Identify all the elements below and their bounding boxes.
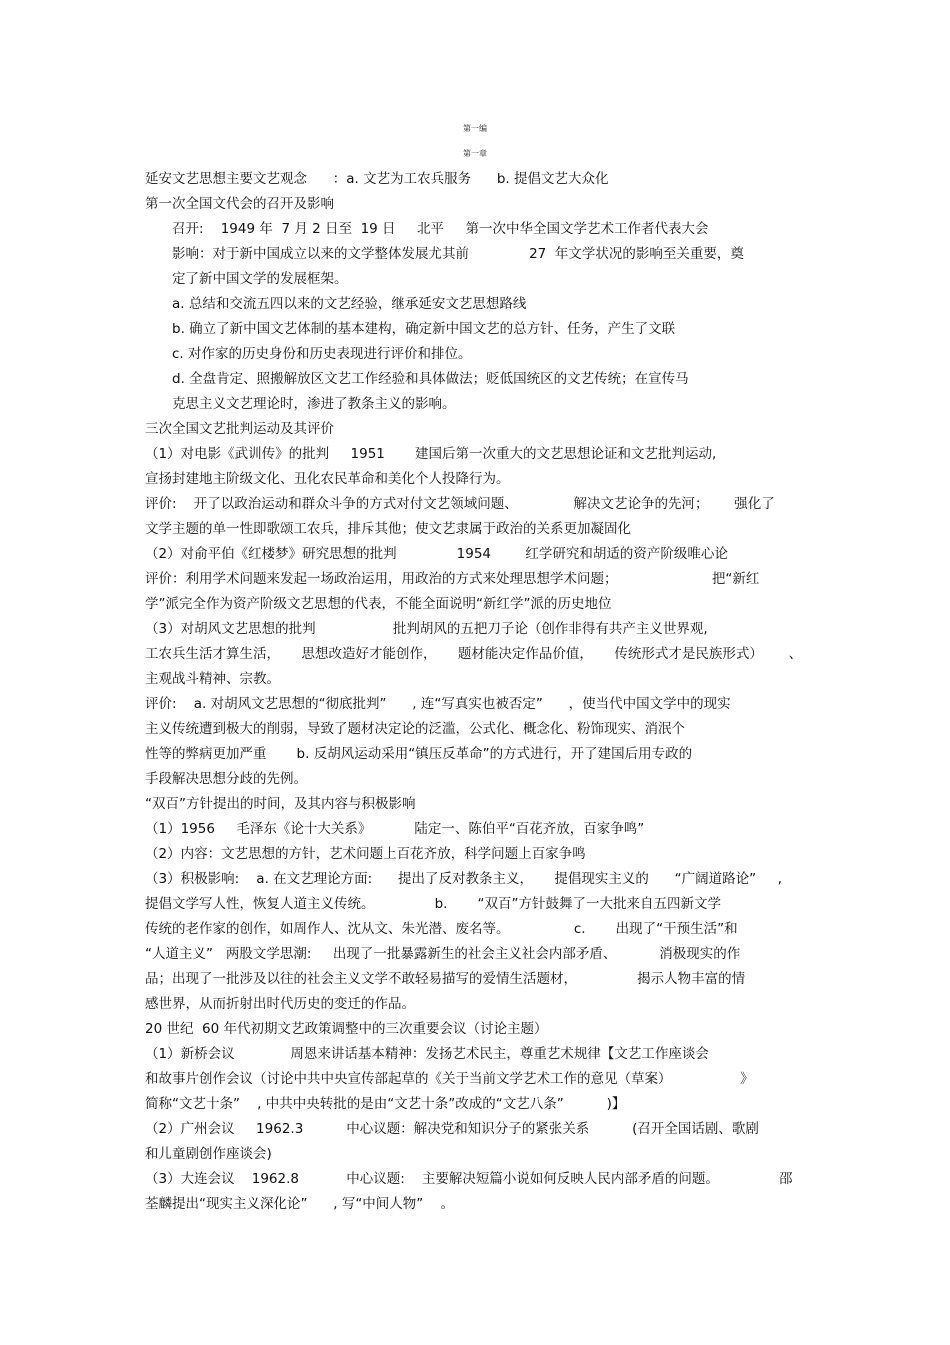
text-line: 评价: a. 对胡风文艺思想的“彻底批判” , 连“写真实也被否定” ，使当代中国文学中的现实 (145, 696, 731, 712)
section-heading: 20 世纪 60 年代初期文艺政策调整中的三次重要会议（讨论主题） (145, 1021, 548, 1037)
text-line: 克思主义文艺理论时，渗进了教条主义的影响。 (172, 396, 456, 412)
text-line: 工农兵生活才算生活， 思想改造好才能创作， 题材能决定作品价值， 传统形式才是民族形式） 、 (145, 646, 803, 662)
text-line: 召开: 1949 年 7 月 2 日至 19 日 北平 第一次中华全国文学艺术工作者代表大会 (172, 221, 709, 237)
text-line: 传统的老作家的创作，如周作人、沈从文、朱光潜、废名等。 c. 出现了“干预生活”和 (145, 921, 738, 937)
text-line: “人道主义” 两股文学思潮: 出现了一批暴露新生的社会主义社会内部矛盾、 消极现实的作 (145, 946, 741, 962)
text-line: 主义传统遭到极大的削弱，导致了题材决定论的泛滥，公式化、概念化、粉饰现实、消泯个 (145, 721, 685, 737)
text-line: 文学主题的单一性即歌颂工农兵，排斥其他；使文艺隶属于政治的关系更加凝固化 (145, 521, 631, 537)
text-line: （1）新桥会议 周恩来讲话基本精神：发扬艺术民主，尊重艺术规律【文艺工作座谈会 (145, 1046, 709, 1062)
text-line: 评价: 开了以政治运动和群众斗争的方式对付文艺领域问题、 解决文艺论争的先河； 强化了 (145, 496, 775, 512)
text-line: （3）大连会议 1962.8 中心议题: 主要解决短篇小说如何反映人民内部矛盾的问题。 邵 (145, 1171, 793, 1187)
text-line: 主观战斗精神、宗教。 (145, 671, 280, 687)
text-line: 定了新中国文学的发展框架。 (172, 271, 348, 287)
section-heading: 三次全国文艺批判运动及其评价 (145, 421, 334, 437)
text-line: 和故事片创作会议（讨论中共中央宣传部起草的《关于当前文学艺术工作的意见（草案） 》 (145, 1071, 754, 1087)
list-item: b. 确立了新中国文艺体制的基本建构，确定新中国文艺的总方针、任务，产生了文联 (172, 321, 676, 337)
text-line: （2）内容：文艺思想的方针，艺术问题上百花齐放，科学问题上百家争鸣 (145, 846, 586, 862)
part-title: 第一编 (463, 124, 487, 133)
text-line: 性等的弊病更加严重 b. 反胡风运动采用“镇压反革命”的方式进行，开了建国后用专政的 (145, 746, 693, 762)
text-line: （1）对电影《武训传》的批判 1951 建国后第一次重大的文艺思想论证和文艺批判运动, (145, 446, 717, 462)
text-line: 延安文艺思想主要文艺观念 ：a. 文艺为工农兵服务 b. 提倡文艺大众化 (145, 171, 609, 187)
text-line: 宣扬封建地主阶级文化、丑化农民革命和美化个人投降行为。 (145, 471, 510, 487)
text-line: （1）1956 毛泽东《论十大关系》 陆定一、陈伯平“百花齐放，百家争鸣” (145, 821, 645, 837)
text-line: （3）对胡风文艺思想的批判 批判胡风的五把刀子论（创作非得有共产主义世界观, (145, 621, 708, 637)
text-line: （2）广州会议 1962.3 中心议题：解决党和知识分子的紧张关系 (召开全国话剧、歌剧 (145, 1121, 759, 1137)
text-line: 评价：利用学术问题来发起一场政治运用，用政治的方式来处理思想学术问题； 把“新红 (145, 571, 760, 587)
list-item: c. 对作家的历史身份和历史表现进行评价和排位。 (172, 346, 472, 362)
text-line: 学”派完全作为资产阶级文艺思想的代表，不能全面说明“新红学”派的历史地位 (145, 596, 612, 612)
text-line: （3）积极影响: a. 在文艺理论方面: 提出了反对教条主义， 提倡现实主义的 “广阔道路论” , (145, 871, 782, 887)
text-line: 感世界，从而折射出时代历史的变迁的作品。 (145, 996, 415, 1012)
text-line: 和儿童剧创作座谈会) (145, 1146, 272, 1162)
text-line: 提倡文学写人性，恢复人道主义传统。 b. “双百”方针鼓舞了一大批来自五四新文学 (145, 896, 721, 912)
chapter-title: 第一章 (463, 149, 487, 158)
text-line: 荃麟提出“现实主义深化论” , 写“中间人物” 。 (145, 1196, 454, 1212)
list-item: a. 总结和交流五四以来的文艺经验，继承延安文艺思想路线 (172, 296, 527, 312)
text-line: 简称“文艺十条” , 中共中央转批的是由“文艺十条”改成的“文艺八条” )】 (145, 1096, 626, 1112)
text-line: 品；出现了一批涉及以往的社会主义文学不敢轻易描写的爱情生活题材， 揭示人物丰富的情 (145, 971, 746, 987)
section-heading: “双百”方针提出的时间，及其内容与积极影响 (145, 796, 416, 812)
list-item: d. 全盘肯定、照搬解放区文艺工作经验和具体做法；贬低国统区的文艺传统；在宣传马 (172, 371, 689, 387)
text-line: 影响：对于新中国成立以来的文学整体发展尤其前 27 年文学状况的影响至关重要，奠 (172, 246, 744, 262)
text-line: 手段解决思想分歧的先例。 (145, 771, 307, 787)
text-line: （2）对俞平伯《红楼梦》研究思想的批判 1954 红学研究和胡适的资产阶级唯心论 (145, 546, 728, 562)
section-heading: 第一次全国文代会的召开及影响 (145, 196, 334, 212)
